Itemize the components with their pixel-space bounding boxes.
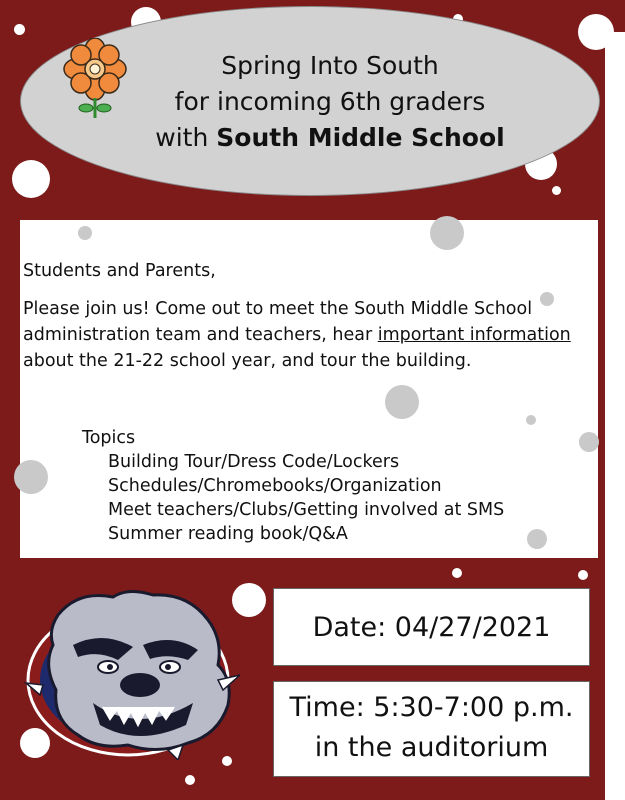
snow-dot — [14, 24, 25, 35]
event-date: Date: 04/27/2021 — [312, 612, 551, 643]
list-item: Building Tour/Dress Code/Lockers — [108, 452, 400, 472]
list-item: Schedules/Chromebooks/Organization — [108, 476, 442, 496]
title-line-1: Spring Into South — [221, 51, 439, 80]
invitation-text-2: about the 21-22 school year, and tour the building. — [23, 351, 472, 371]
snow-dot — [385, 385, 419, 419]
greeting: Students and Parents, — [23, 261, 216, 281]
snow-dot — [12, 160, 50, 198]
title-line-2: for incoming 6th graders — [174, 87, 486, 116]
body-text — [23, 258, 593, 374]
snow-dot — [452, 568, 462, 578]
snow-dot — [185, 775, 195, 785]
time-box — [273, 681, 590, 777]
date-box — [273, 588, 590, 666]
event-time: Time: 5:30-7:00 p.m. — [289, 692, 574, 723]
snow-dot — [430, 216, 464, 250]
bulldog-mascot — [18, 585, 253, 760]
invitation-paragraph — [23, 296, 593, 374]
event-location: in the auditorium — [314, 732, 549, 763]
list-item: Meet teachers/Clubs/Getting involved at SMS — [108, 500, 505, 520]
invitation-underlined: important information — [377, 325, 571, 345]
page-title — [120, 48, 540, 156]
snow-dot — [78, 226, 92, 240]
snow-dot — [578, 570, 588, 580]
invitation-text-1: Please join us! Come out to meet the South Middle School administration team and teachers, hear — [23, 299, 533, 345]
snow-dot — [527, 529, 547, 549]
school-name: South Middle School — [216, 123, 505, 152]
snow-dot — [14, 460, 48, 494]
snow-dot — [526, 415, 536, 425]
topics-list — [82, 426, 504, 546]
snow-dot — [579, 432, 599, 452]
snow-dot — [552, 186, 561, 195]
title-line-3 — [120, 120, 540, 156]
title-line-3-prefix: with — [155, 123, 217, 152]
topics-heading: Topics — [82, 428, 136, 448]
list-item: Summer reading book/Q&A — [108, 524, 348, 544]
snow-dot — [578, 14, 614, 50]
